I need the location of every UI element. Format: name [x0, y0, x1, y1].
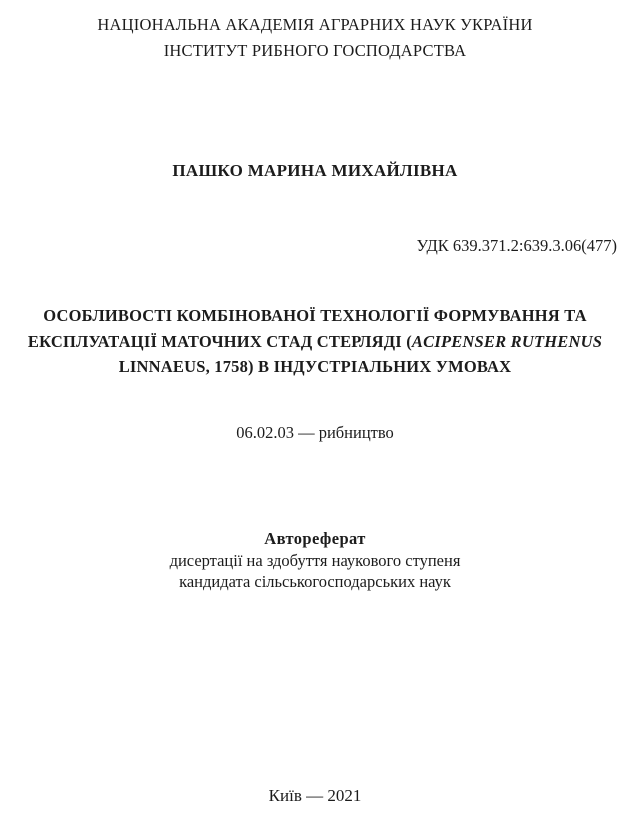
abstract-subline-1: дисертації на здобуття наукового ступеня [169, 550, 461, 570]
institution-header [0, 12, 630, 64]
city-year: Київ — 2021 [268, 786, 362, 805]
dissertation-title [25, 303, 605, 380]
abstract-heading: Автореферат [264, 529, 366, 548]
author-name: ПАШКО МАРИНА МИХАЙЛІВНА [172, 161, 458, 180]
dissertation-title-tail: LINNAEUS, 1758) В ІНДУСТРІАЛЬНИХ УМОВАХ [118, 357, 512, 376]
abstract-block [0, 528, 630, 593]
species-latin-name: ACIPENSER RUTHENUS [411, 331, 603, 351]
institute-name: ІНСТИТУТ РИБНОГО ГОСПОДАРСТВА [163, 41, 467, 60]
abstract-subline-2: кандидата сільськогосподарських наук [179, 572, 451, 591]
specialty-code: 06.02.03 — рибництво [236, 423, 394, 442]
institution-name: НАЦІОНАЛЬНА АКАДЕМІЯ АГРАРНИХ НАУК УКРАЇНИ [97, 15, 533, 34]
dissertation-title-text: ОСОБЛИВОСТІ КОМБІНОВАНОЇ ТЕХНОЛОГІЇ ФОРМУВАННЯ ТА ЕКСПЛУАТАЦІЇ МАТОЧНИХ СТАД СТЕРЛЯДІ ( [27, 306, 587, 351]
udk-code: УДК 639.371.2:639.3.06(477) [416, 236, 617, 255]
